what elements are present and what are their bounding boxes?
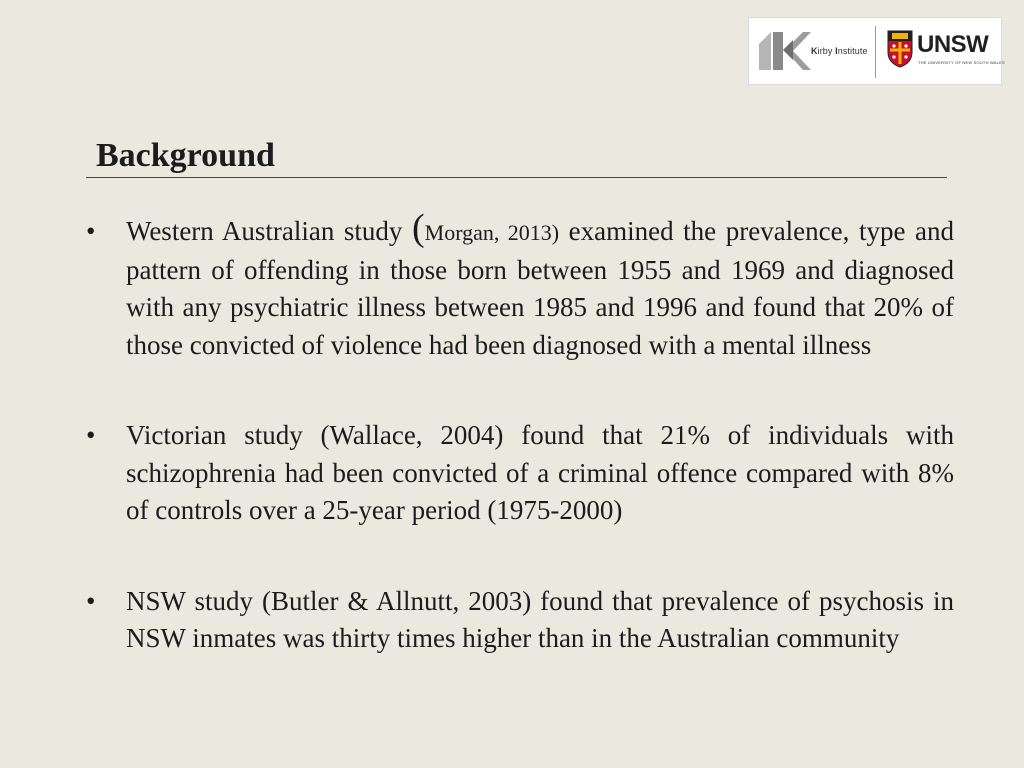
- bullet-text-continued: examined the prevalence, type and pattern of offending in those born between 1955 and 1969 and diagnosed with any psychiatric illness between 1985 and 1996 and found that 20% of those convicted of violence had been diagnosed with a mental illness: [126, 216, 954, 360]
- kirby-institute-logo-icon: [757, 30, 811, 72]
- page-title: Background: [96, 137, 275, 174]
- bullet-item: [86, 583, 954, 658]
- bullet-text: Victorian study (Wallace, 2004) found that 21% of individuals with schizophrenia had been convicted of a criminal offence compared with 8% of controls over a 25-year period (1975-2000): [126, 420, 954, 525]
- bullet-list: [86, 207, 954, 658]
- partner-logos: [748, 17, 1005, 85]
- citation-open-paren: (: [412, 207, 425, 249]
- bullet-text: NSW study (Butler & Allnutt, 2003) found that prevalence of psychosis in NSW inmates was thirty times higher than in the Australian community: [126, 585, 954, 653]
- citation-text: Morgan, 2013): [424, 220, 560, 245]
- heading-divider: [86, 177, 947, 178]
- unsw-wordmark: UNSW: [917, 31, 989, 58]
- unsw-subtitle: THE UNIVERSITY OF NEW SOUTH WALES: [918, 60, 1005, 65]
- bullet-marker: •: [86, 216, 96, 246]
- unsw-crest-icon: [887, 30, 913, 68]
- bullet-item: [86, 417, 954, 530]
- bullet-item: [86, 207, 954, 364]
- bullet-marker: •: [86, 420, 96, 450]
- logo-divider: [875, 26, 876, 78]
- bullet-text: Western Australian study: [126, 216, 412, 246]
- bullet-marker: •: [86, 585, 96, 616]
- kirby-institute-wordmark: Kirby Institute: [811, 46, 868, 56]
